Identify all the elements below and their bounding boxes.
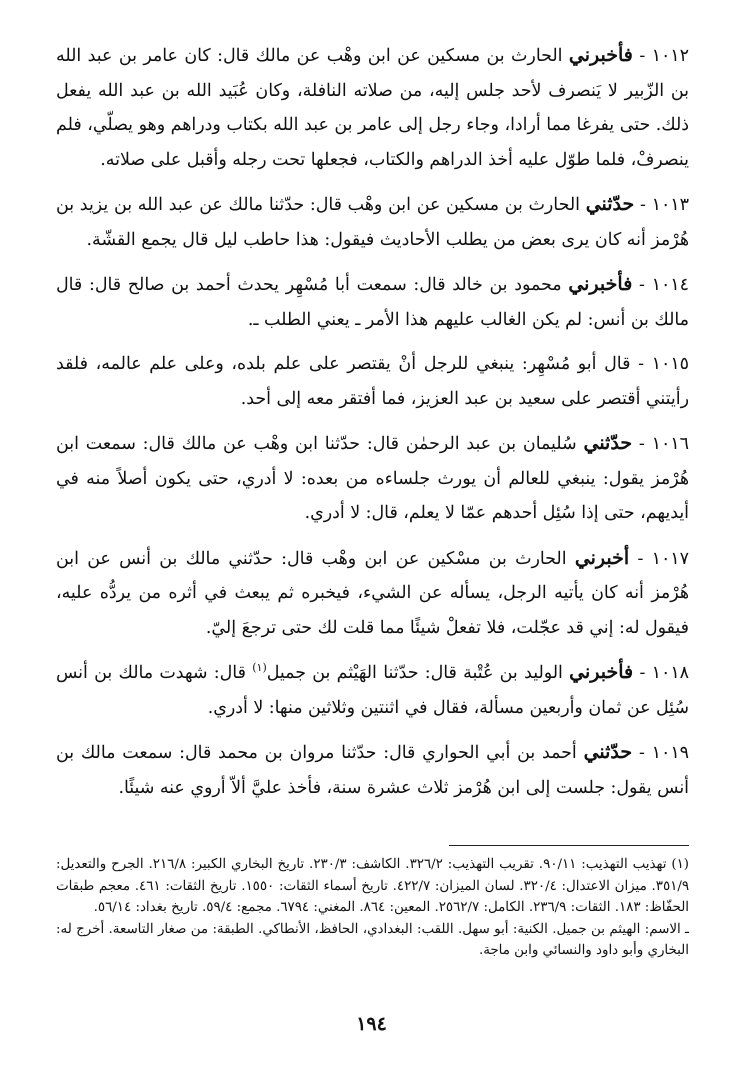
entry-number: ١٠١٦ - bbox=[638, 434, 689, 454]
entry-keyword: أخبرني bbox=[574, 546, 630, 569]
entry-text: قال: شهدت مالك بن أنس سُئِل عن ثمان وأربعين مسألة، فقال في اثنتين وثلاثين منها: لا أدري. bbox=[56, 663, 689, 718]
entry-1016 bbox=[56, 426, 689, 531]
entry-text: الحارث بن مسْكين عن ابن وهْب قال: حدّثني مالك بن أنس عن ابن هُرْمز أنه كان يأتيه الرجل، يسأله عن الشيء، فيخبره ثم يبعث في أثره من يردُّه عليه، فيقول له: إني قد عجّلت، فلا تفعلْ شيئًا مما قلت لك حتى ترجعَ إليّ. bbox=[56, 548, 689, 638]
entry-keyword: حدّثني bbox=[583, 432, 633, 454]
entry-1018 bbox=[56, 655, 689, 725]
entry-1013 bbox=[56, 187, 689, 257]
entry-keyword: حدّثني bbox=[585, 193, 635, 215]
footnote-reference[interactable]: (١) bbox=[252, 661, 267, 675]
entry-1012 bbox=[56, 38, 689, 177]
footnotes bbox=[56, 854, 689, 962]
entry-keyword: حدّثني bbox=[583, 741, 633, 763]
entry-1017 bbox=[56, 541, 689, 646]
entry-1015 bbox=[56, 347, 689, 416]
entry-keyword: فأخبرني bbox=[569, 661, 634, 683]
entry-number: ١٠١٣ - bbox=[640, 195, 689, 215]
footnote-biography: ـ الاسم: الهيثم بن جميل. الكنية: أبو سهل. اللقب: البغدادي، الحافظ، الأنطاكي. الطبقة: من صغار التاسعة. أخرج له: البخاري وأبو داود والنسائي وابن ماجة. bbox=[56, 921, 689, 959]
entry-number: ١٠١٩ - bbox=[638, 743, 690, 763]
entry-text: أحمد بن أبي الحواري قال: حدّثنا مروان بن محمد قال: سمعت مالك بن أنس يقول: جلست إلى ابن هُرْمز ثلاث عشرة سنة، فأخذ عليَّ ألاّ أروي عنه شيئًا. bbox=[56, 743, 689, 798]
page-number: ١٩٤ bbox=[356, 1013, 387, 1035]
entry-1019 bbox=[56, 735, 689, 805]
entry-text: الحارث بن مسكين عن ابن وهْب عن مالك قال: كان عامر بن عبد الله بن الزّبير لا يَنصرف لأحد جلس إليه، من صلاته النافلة، وكان عُبَيد الله بن عبد الله يفعل ذلك. حتى يفرغا مما أرادا، وجاء رجل إلى عامر بن عبد الله بكتاب ودراهم وهو يصلّي، فلم ينصرفْ، فلما طوّل عليه أخذ الدراهم والكتاب، فجعلها تحت رجله وأقبل على صلاته. bbox=[56, 46, 689, 170]
entry-number: ١٠١٨ - bbox=[639, 663, 690, 683]
entry-text: سُليمان بن عبد الرحمٰن قال: حدّثنا ابن وهْب عن مالك قال: سمعت ابن هُرْمز يقول: ينبغي للعالم أن يورث جلساءه من بعده: لا أدري، حتى يكون أصلاً منه في أيديهم، حتى إذا سُئِل أحدهم عمّا لا يعلم، قال: لا أدري. bbox=[56, 434, 689, 523]
entry-number: ١٠١٤ - bbox=[639, 275, 689, 295]
entry-number: ١٠١٢ - bbox=[639, 46, 689, 66]
entry-text: الحارث بن مسكين عن ابن وهْب قال: حدّثنا مالك عن عبد الله بن يزيد بن هُرْمز أنه كان يرى بعض من يطلب الأحاديث فيقول: هذا حاطب ليل قال يجمع القشّة. bbox=[56, 195, 689, 250]
footnote-divider bbox=[449, 845, 689, 846]
entry-keyword: فأخبرني bbox=[568, 44, 633, 66]
entry-text: محمود بن خالد قال: سمعت أبا مُسْهِر يحدث أحمد بن صالح قال: قال مالك بن أنس: لم يكن الغالب عليهم هذا الأمر ـ يعني الطلب ـ. bbox=[56, 275, 689, 330]
entry-number: ١٠١٧ - bbox=[637, 548, 689, 569]
entry-text: الوليد بن عُتْبة قال: حدّثنا الهَيْثم بن جميل bbox=[266, 663, 563, 683]
entry-keyword: فأخبرني bbox=[568, 273, 633, 295]
entry-number: ١٠١٥ - bbox=[638, 354, 690, 374]
entry-text: قال أبو مُسْهِر: ينبغي للرجل أنْ يقتصر على علم بلده، وعلى علم عالمه، فلقد رأيتني أقتصر على سعيد بن عبد العزيز، فما أفتقر معه إلى أحد. bbox=[56, 354, 689, 409]
entry-1014 bbox=[56, 267, 689, 337]
footnote-1 bbox=[56, 854, 689, 962]
footnote-sources: (١) تهذيب التهذيب: ٩٠/١١. تقريب التهذيب: ٣٢٦/٢. الكاشف: ٢٣٠/٣. تاريخ البخاري الكبير: ٢١٦/٨. الجرح والتعديل: ٣٥١/٩. ميزان الاعتدال: ٣٢٠/٤. لسان الميزان: ٤٢٢/٧. تاريخ أسماء الثقات: ١٥٥٠. تاريخ الثقات: ٤٦١. معجم طبقات الحفّاظ: ١٨٣. الثقات: ٢٣٦/٩. الكامل: ٢٥٦٢/٧. المعين: ٨٦٤. المغني: ٦٧٩٤. مجمع: ٥٩/٤. تاريخ بغداد: ٥٦/١٤. bbox=[56, 857, 690, 916]
